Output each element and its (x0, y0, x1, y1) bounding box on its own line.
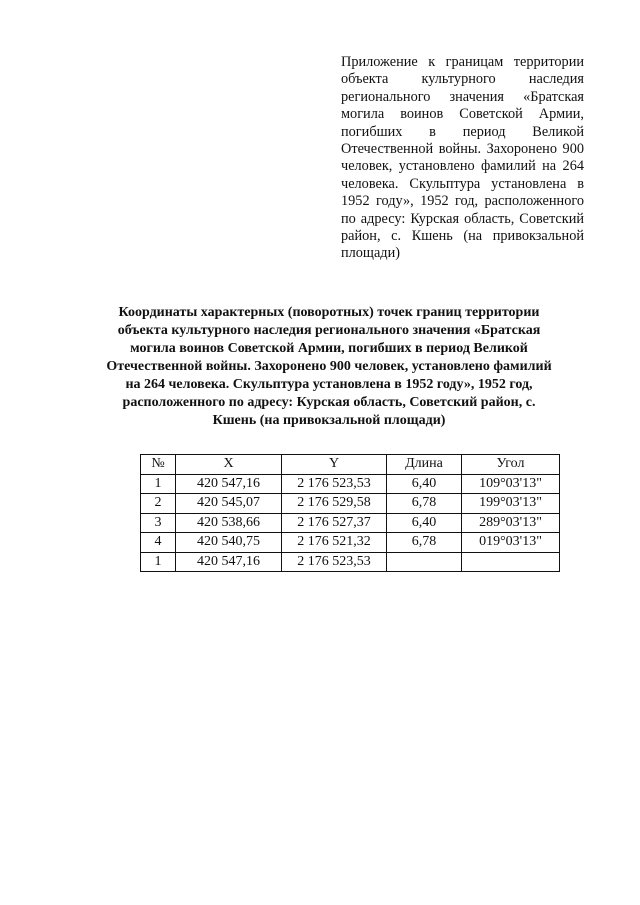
header-x: X (176, 455, 282, 475)
table-header-row (141, 455, 560, 475)
cell-y: 2 176 527,37 (282, 513, 387, 533)
cell-x: 420 540,75 (176, 533, 282, 553)
cell-angle: 019°03'13" (462, 533, 560, 553)
table-row (141, 494, 560, 514)
cell-x: 420 538,66 (176, 513, 282, 533)
document-heading: Координаты характерных (поворотных) точек границ территории объекта культурного наследия регионального значения «Братская могила воинов Советской Армии, погибших в период Великой Отечественной войны. Захоронено 900 человек, установлено фамилий на 264 человека. Скульптура установлена в 1952 году», 1952 год, расположенного по адресу: Курская область, Советский район, с. Кшень (на привокзальной площади) (106, 305, 552, 428)
cell-angle: 199°03'13" (462, 494, 560, 514)
cell-x: 420 545,07 (176, 494, 282, 514)
cell-number: 1 (141, 474, 176, 494)
cell-y: 2 176 529,58 (282, 494, 387, 514)
cell-y: 2 176 521,32 (282, 533, 387, 553)
table-row (141, 513, 560, 533)
cell-length: 6,78 (387, 494, 462, 514)
cell-x: 420 547,16 (176, 552, 282, 572)
cell-length (387, 552, 462, 572)
header-y: Y (282, 455, 387, 475)
cell-number: 4 (141, 533, 176, 553)
table-row (141, 474, 560, 494)
header-length: Длина (387, 455, 462, 475)
cell-length: 6,40 (387, 513, 462, 533)
header-number: № (141, 455, 176, 475)
cell-angle (462, 552, 560, 572)
header-angle: Угол (462, 455, 560, 475)
cell-angle: 109°03'13" (462, 474, 560, 494)
cell-number: 1 (141, 552, 176, 572)
cell-number: 3 (141, 513, 176, 533)
cell-length: 6,78 (387, 533, 462, 553)
cell-length: 6,40 (387, 474, 462, 494)
cell-angle: 289°03'13" (462, 513, 560, 533)
cell-y: 2 176 523,53 (282, 474, 387, 494)
table-row (141, 552, 560, 572)
cell-y: 2 176 523,53 (282, 552, 387, 572)
table-row (141, 533, 560, 553)
appendix-note: Приложение к границам территории объекта культурного наследия регионального значения «Братская могила воинов Советской Армии, погибших в период Великой Отечественной войны. Захоронено 900 человек, установлено фамилий на 264 человека. Скульптура установлена в 1952 году», 1952 год, расположенного по адресу: Курская область, Советский район, с. Кшень (на привокзальной площади) (341, 54, 584, 262)
coordinates-table (140, 454, 560, 572)
cell-number: 2 (141, 494, 176, 514)
cell-x: 420 547,16 (176, 474, 282, 494)
